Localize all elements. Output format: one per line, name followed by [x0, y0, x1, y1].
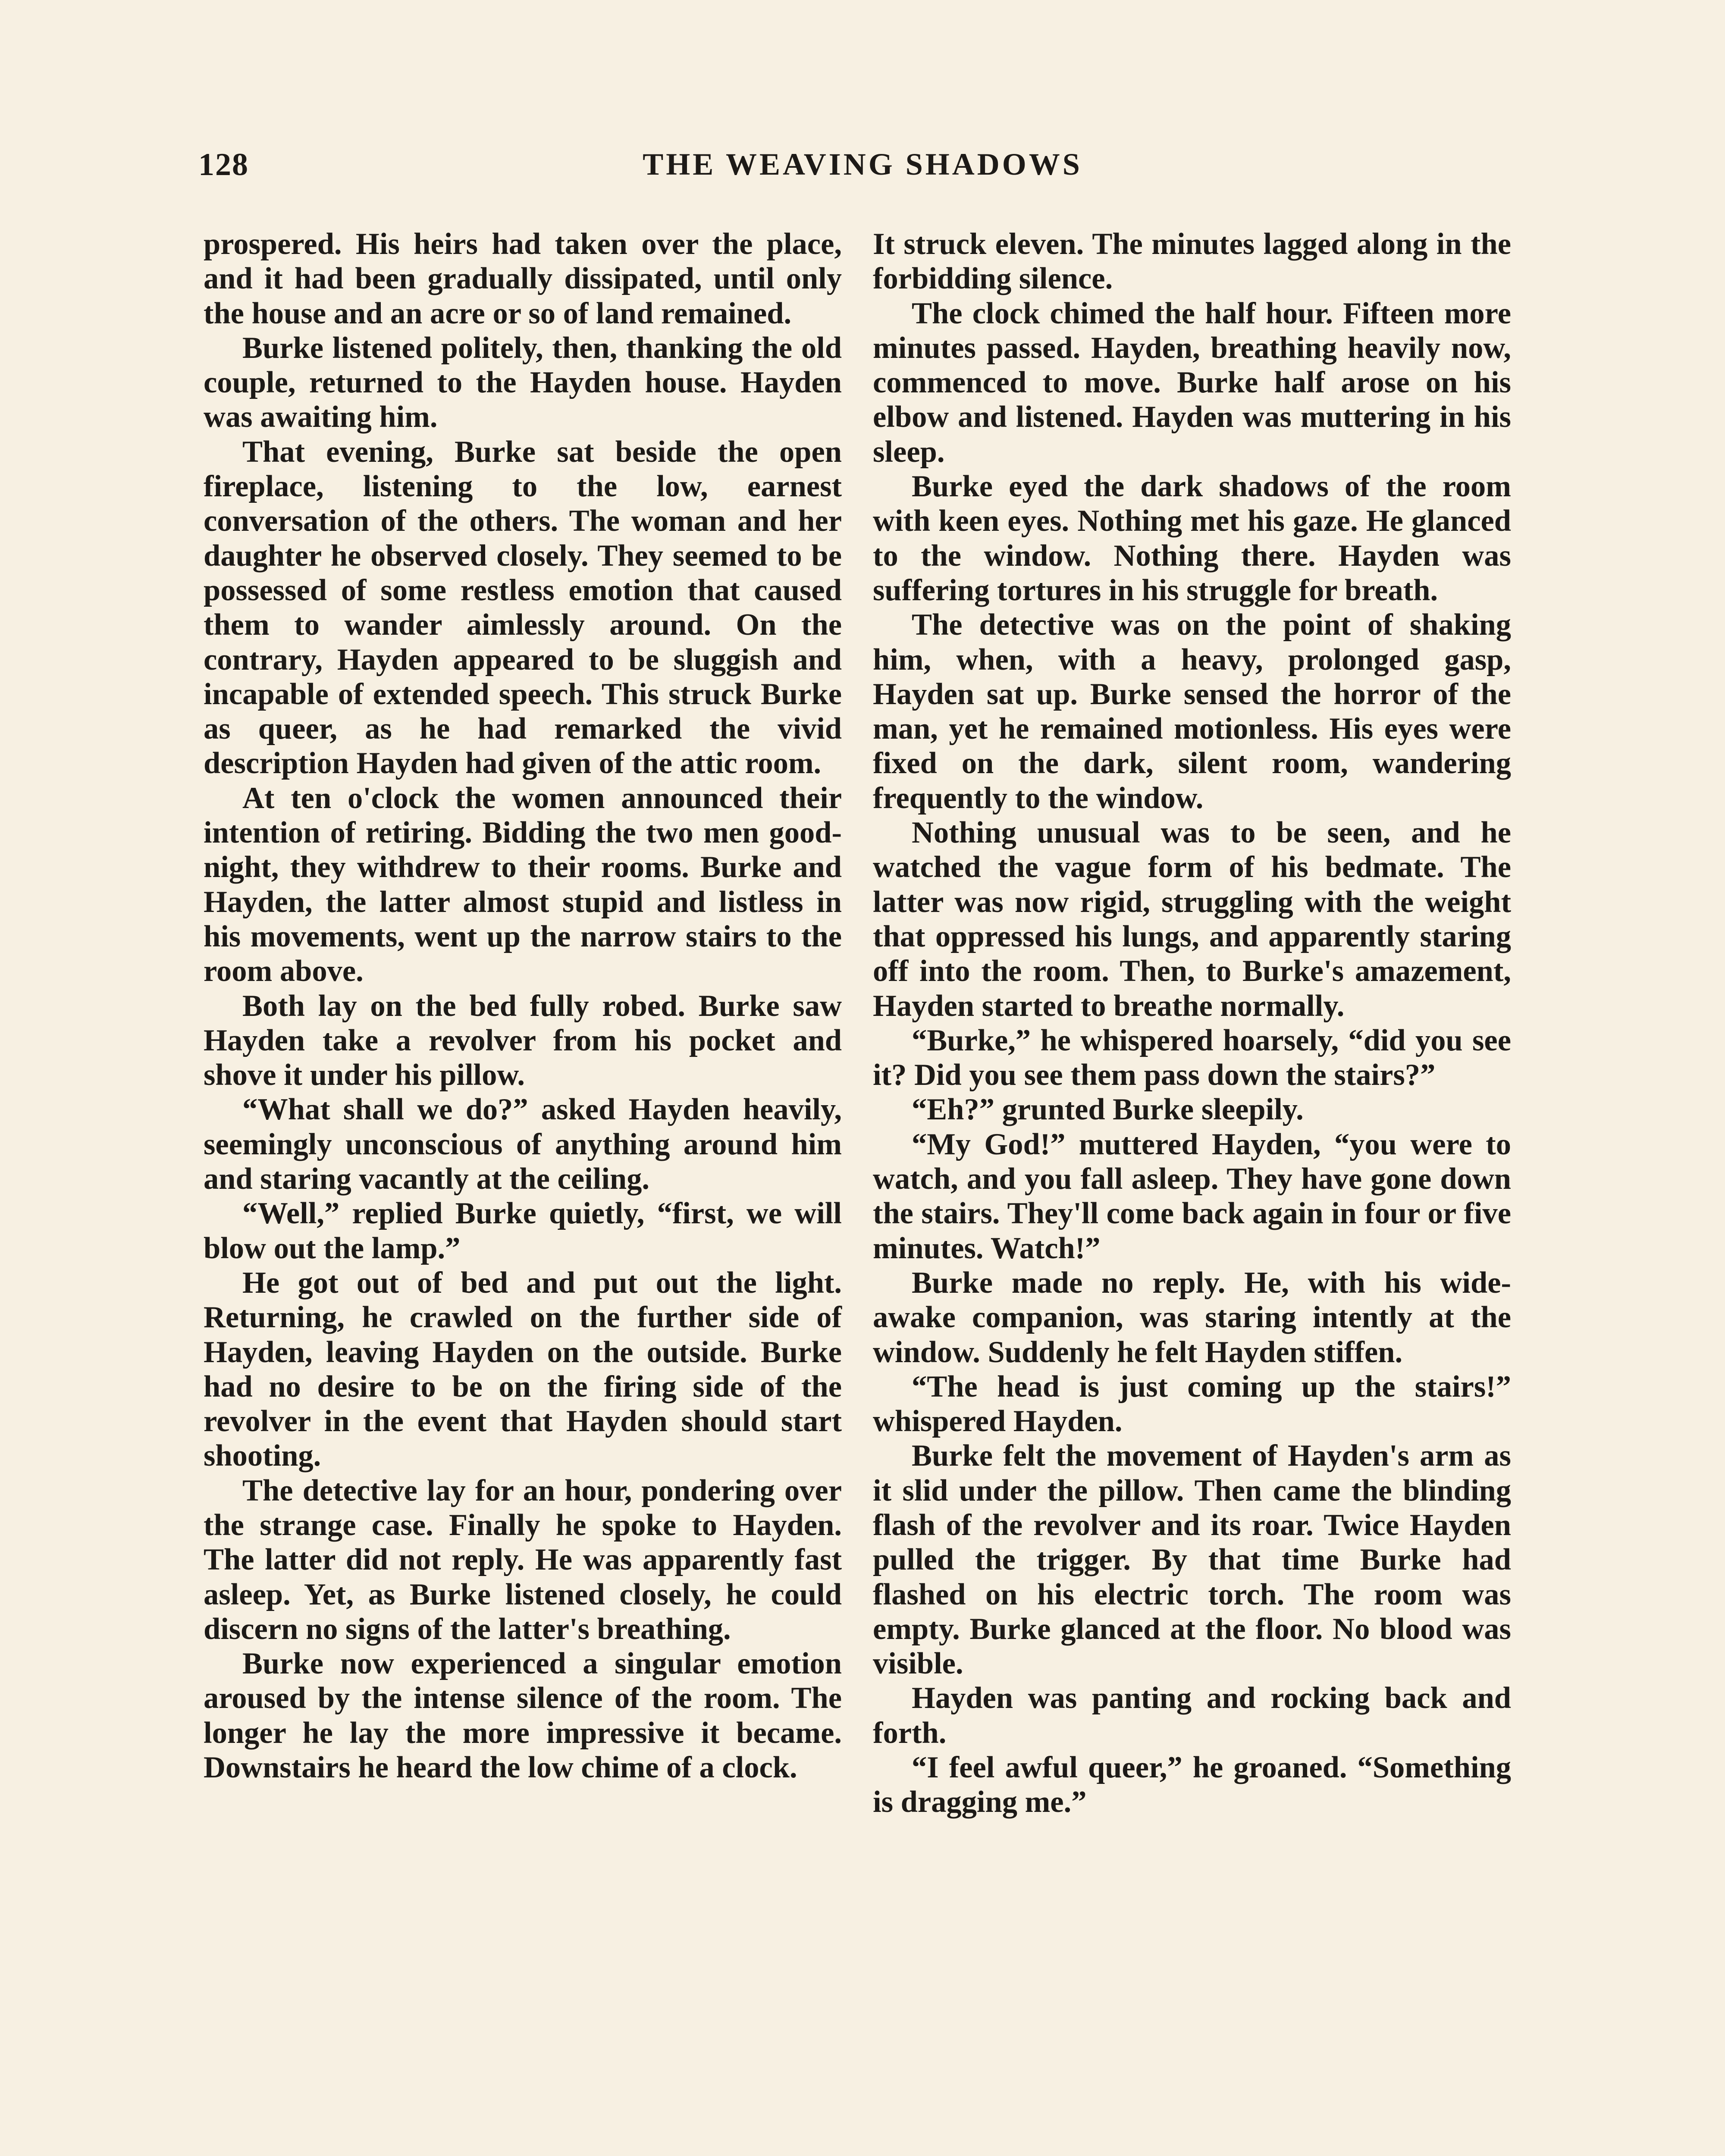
paragraph: He got out of bed and put out the light. Returning, he crawled on the further side of Hayden, leaving Hayden on the outside. Burke had no desire to be on the firing side of the revolver in the event that Hayden should start shooting. — [204, 1266, 842, 1473]
paragraph: That evening, Burke sat beside the open fireplace, listening to the low, earnest conversation of the others. The woman and her daughter he observed closely. They seemed to be possessed of some restless emotion that caused them to wander aimlessly around. On the contrary, Hayden appeared to be sluggish and incapable of extended speech. This struck Burke as queer, as he had remarked the vivid description Hayden had given of the attic room. — [204, 435, 842, 780]
right-text-column — [873, 227, 1511, 1820]
paragraph: Nothing unusual was to be seen, and he watched the vague form of his bedmate. The latter was now rigid, struggling with the weight that oppressed his lungs, and apparently staring off into the room. Then, to Burke's amazement, Hayden started to breathe normally. — [873, 816, 1511, 1023]
paragraph: “My God!” muttered Hayden, “you were to watch, and you fall asleep. They have gone down the stairs. They'll come back again in four or five minutes. Watch!” — [873, 1127, 1511, 1265]
paragraph: Hayden was panting and rocking back and forth. — [873, 1681, 1511, 1750]
paragraph: Both lay on the bed fully robed. Burke saw Hayden take a revolver from his pocket and shove it under his pillow. — [204, 989, 842, 1092]
paragraph: Burke made no reply. He, with his wide-awake companion, was staring intently at the window. Suddenly he felt Hayden stiffen. — [873, 1266, 1511, 1369]
page-number: 128 — [198, 147, 249, 182]
paragraph: The clock chimed the half hour. Fifteen more minutes passed. Hayden, breathing heavily now, commenced to move. Burke half arose on his elbow and listened. Hayden was muttering in his sleep. — [873, 296, 1511, 469]
paragraph: Burke felt the movement of Hayden's arm as it slid under the pillow. Then came the blinding flash of the revolver and its roar. Twice Hayden pulled the trigger. By that time Burke had flashed on his electric torch. The room was empty. Burke glanced at the floor. No blood was visible. — [873, 1439, 1511, 1681]
paragraph: “Eh?” grunted Burke sleepily. — [912, 1093, 1304, 1127]
paragraph: “The head is just coming up the stairs!” whispered Hayden. — [873, 1369, 1511, 1438]
page-header — [198, 147, 1527, 198]
paragraph: The detective was on the point of shaking him, when, with a heavy, prolonged gasp, Hayden sat up. Burke sensed the horror of the man, yet he remained motionless. His eyes were fixed on the dark, silent room, wandering frequently to the window. — [873, 608, 1511, 815]
paragraph: “What shall we do?” asked Hayden heavily, seemingly unconscious of anything around him and staring vacantly at the ceiling. — [204, 1093, 842, 1196]
paragraph: It struck eleven. The minutes lagged along in the forbidding silence. — [873, 227, 1511, 296]
paragraph: “Well,” replied Burke quietly, “first, we will blow out the lamp.” — [204, 1197, 842, 1265]
paragraph: “Burke,” he whispered hoarsely, “did you see it? Did you see them pass down the stairs?” — [873, 1023, 1511, 1092]
paragraph: prospered. His heirs had taken over the place, and it had been gradually dissipated, until only the house and an acre or so of land remained. — [204, 227, 842, 330]
paragraph: Burke listened politely, then, thanking the old couple, returned to the Hayden house. Hayden was awaiting him. — [204, 331, 842, 434]
paragraph: Burke now experienced a singular emotion aroused by the intense silence of the room. The longer he lay the more impressive it became. Downstairs he heard the low chime of a clock. — [204, 1647, 842, 1785]
paragraph: Burke eyed the dark shadows of the room with keen eyes. Nothing met his gaze. He glanced to the window. Nothing there. Hayden was suffering tortures in his struggle for breath. — [873, 470, 1511, 607]
left-text-column — [204, 227, 842, 1785]
paragraph: The detective lay for an hour, pondering over the strange case. Finally he spoke to Hayden. The latter did not reply. He was apparently fast asleep. Yet, as Burke listened closely, he could discern no signs of the latter's breathing. — [204, 1473, 842, 1646]
paragraph: “I feel awful queer,” he groaned. “Something is dragging me.” — [873, 1751, 1511, 1819]
running-title: THE WEAVING SHADOWS — [643, 147, 1082, 182]
paragraph: At ten o'clock the women announced their intention of retiring. Bidding the two men good-night, they withdrew to their rooms. Burke and Hayden, the latter almost stupid and listless in his movements, went up the narrow stairs to the room above. — [204, 781, 842, 988]
